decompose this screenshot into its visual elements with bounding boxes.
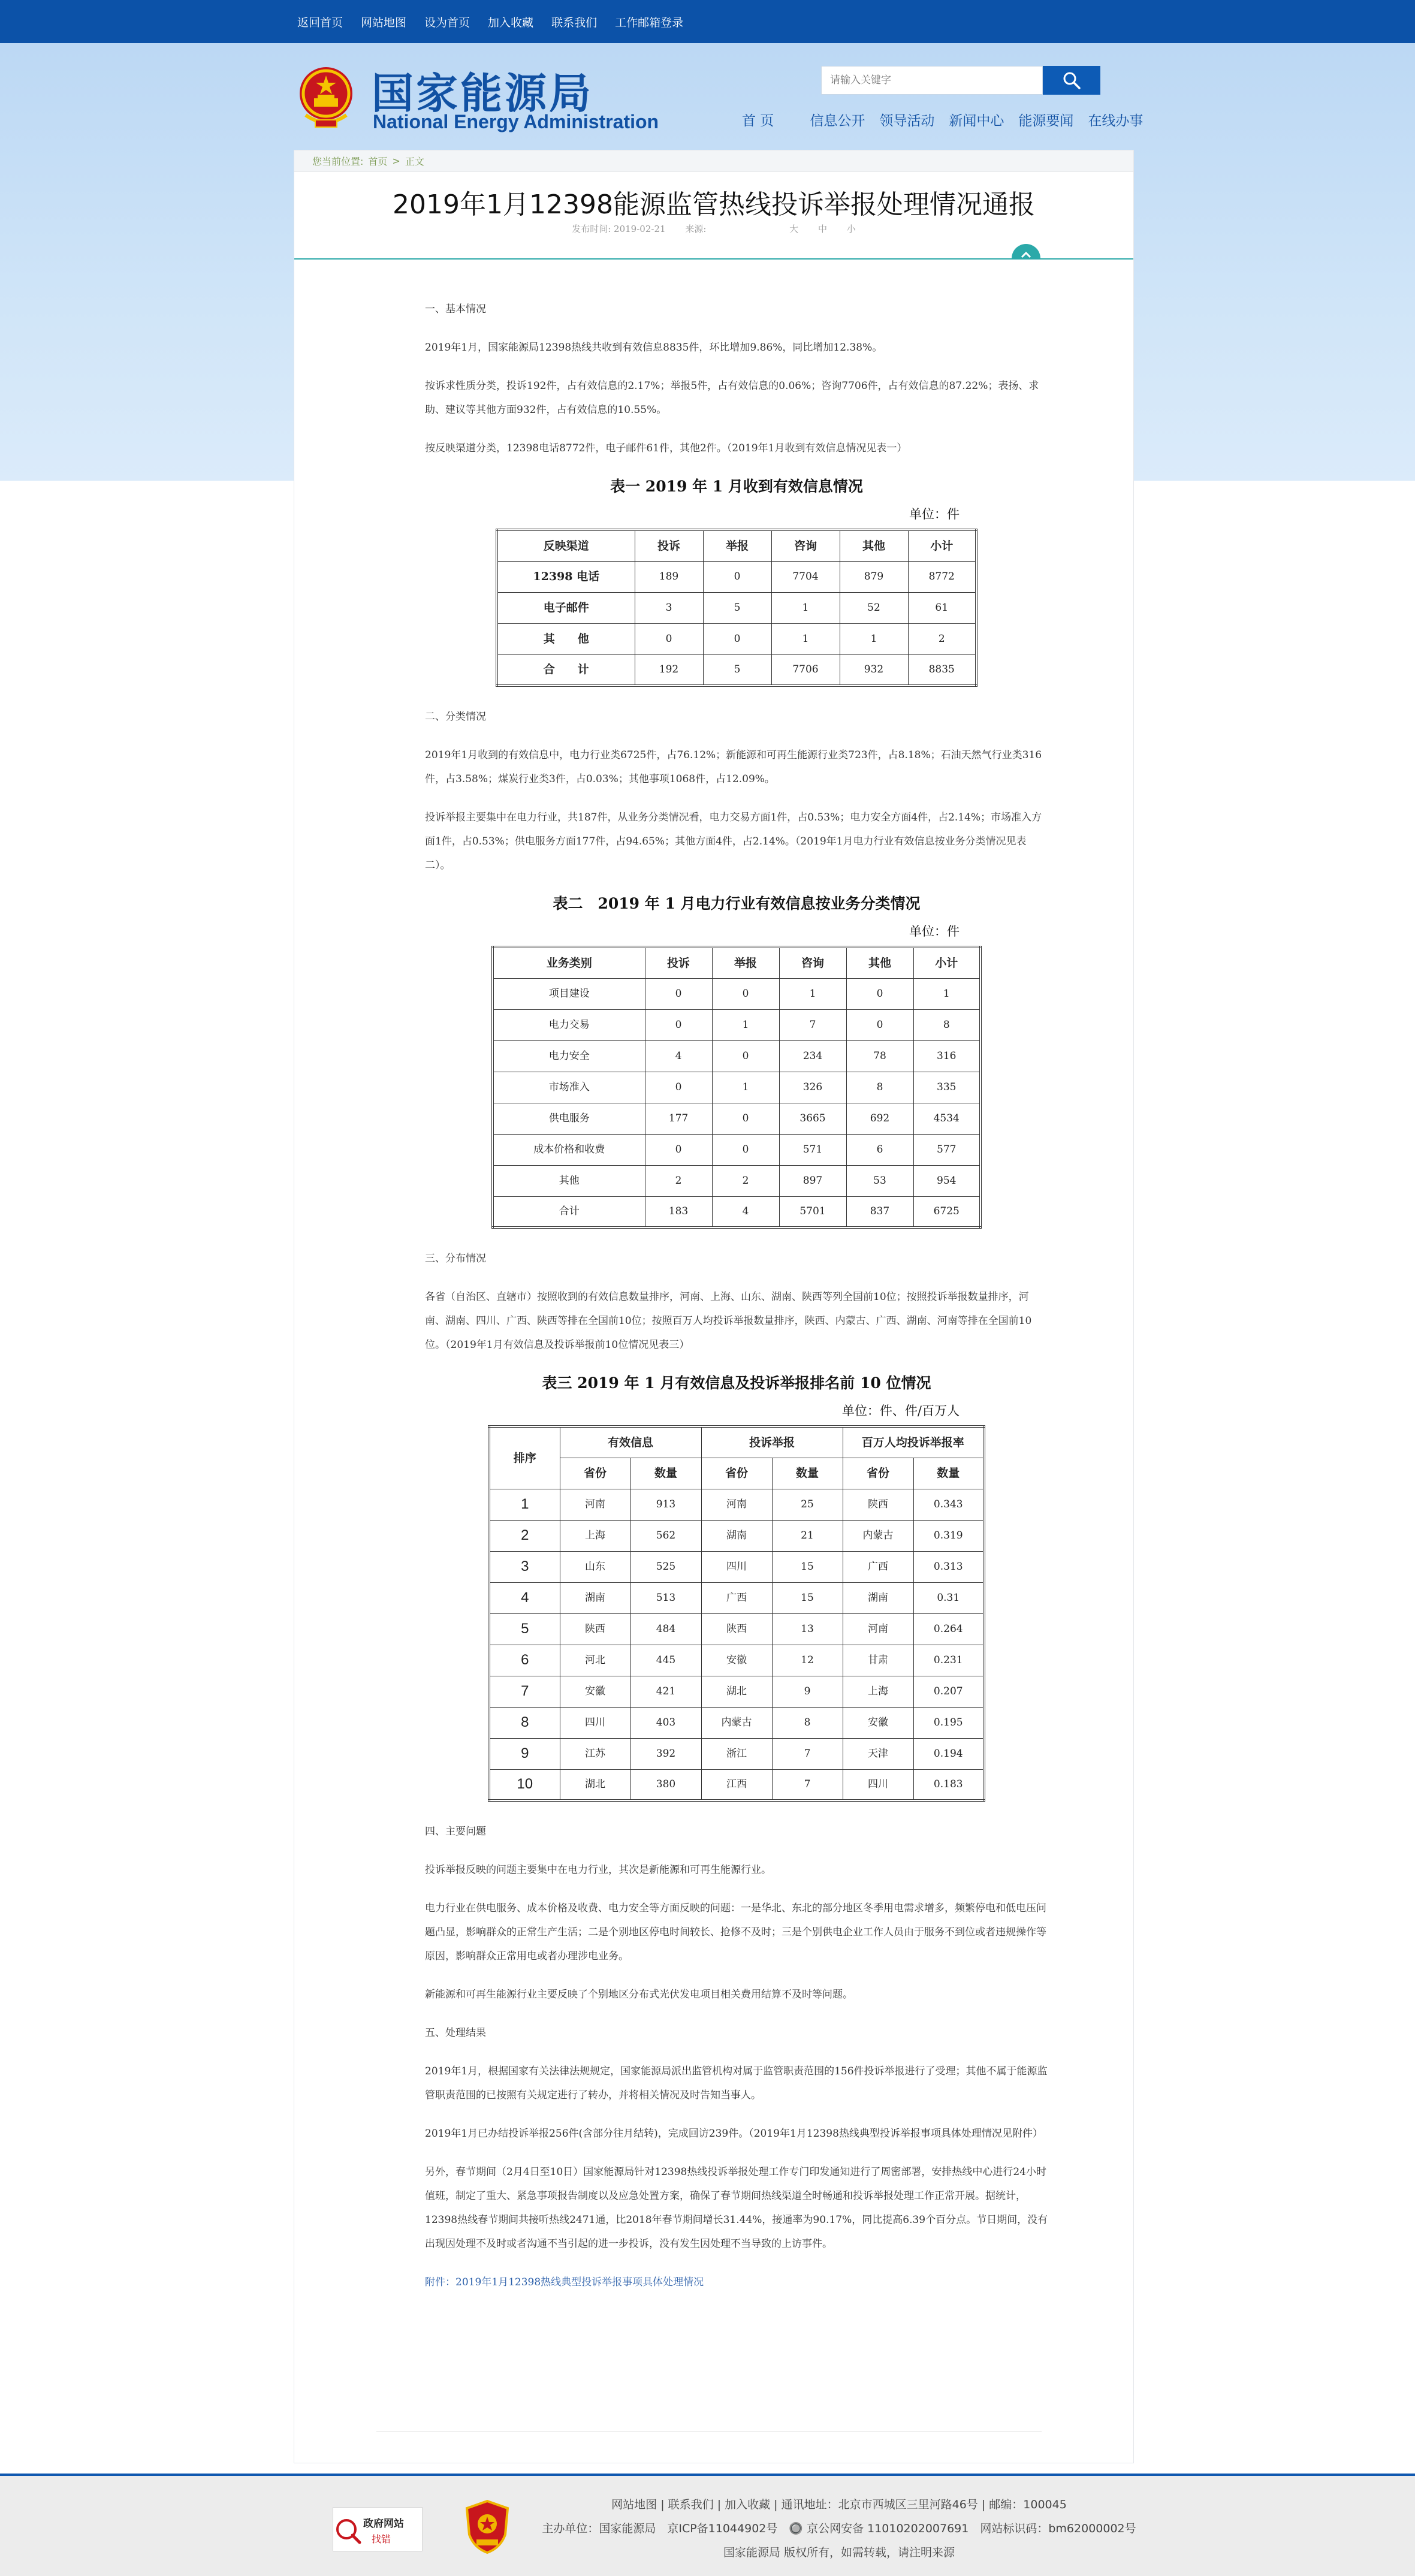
table-cell: 四川 (843, 1769, 913, 1800)
table-cell: 1 (771, 623, 840, 654)
footer-registration-line: 主办单位：国家能源局 京ICP备11044902号 🔘 京公网安备 11010202007691 网站标识码：bm62000002号 (542, 2522, 1136, 2535)
article-meta (294, 222, 1133, 235)
section-heading-distribution: 三、分布情况 (425, 1253, 486, 1265)
table-cell: 0.31 (913, 1582, 984, 1613)
table-cell: 8835 (908, 654, 976, 686)
table-cell: 甘肃 (843, 1645, 913, 1676)
table-cell: 8 (772, 1707, 843, 1738)
table-header-cell: 咨询 (779, 947, 846, 978)
table-cell: 0.343 (913, 1489, 984, 1520)
table3-unit: 单位：件、件/百万人 (841, 1404, 960, 1418)
table-cell: 安徽 (843, 1707, 913, 1738)
table-subheader-row (489, 1458, 984, 1489)
font-size-small[interactable]: 小 (846, 224, 856, 234)
attachment-link[interactable]: 附件：2019年1月12398热线典型投诉举报事项具体处理情况 (425, 2276, 704, 2288)
table-cell: 陕西 (843, 1489, 913, 1520)
table-cell: 954 (913, 1165, 980, 1196)
table-cell: 0 (703, 561, 771, 592)
table-cell: 江苏 (560, 1738, 630, 1769)
table-header-cell: 举报 (712, 947, 779, 978)
search-input[interactable] (822, 67, 1042, 94)
table-cell: 湖南 (560, 1582, 630, 1613)
search-field (821, 66, 1043, 95)
table-cell: 4534 (913, 1103, 980, 1134)
table-header-cell: 省份 (701, 1458, 772, 1489)
table-cell: 陕西 (560, 1613, 630, 1645)
footer-text (539, 2493, 1139, 2565)
table-row (497, 623, 976, 654)
table-cell: 562 (630, 1520, 701, 1551)
table-header-row (493, 947, 980, 978)
table-cell: 8 (489, 1707, 560, 1738)
table-row (489, 1551, 984, 1582)
table-cell: 513 (630, 1582, 701, 1613)
table-cell: 四川 (560, 1707, 630, 1738)
nav-news[interactable]: 新闻中心 (949, 113, 1004, 129)
table-cell: 江西 (701, 1769, 772, 1800)
table-header-cell: 反映渠道 (497, 530, 635, 561)
table-row (493, 1009, 980, 1040)
table-cell: 192 (635, 654, 703, 686)
table-cell: 1 (712, 1009, 779, 1040)
table-cell: 61 (908, 592, 976, 623)
table-header-cell: 数量 (913, 1458, 984, 1489)
table-row (489, 1676, 984, 1707)
table-cell: 0.183 (913, 1769, 984, 1800)
table-row (489, 1645, 984, 1676)
table-cell: 电力交易 (493, 1009, 645, 1040)
table-row (489, 1707, 984, 1738)
link-sitemap[interactable]: 网站地图 (361, 16, 407, 29)
table-cell: 1 (712, 1072, 779, 1103)
breadcrumb-separator: > (392, 155, 400, 167)
table-cell: 15 (772, 1551, 843, 1582)
table-cell: 0.319 (913, 1520, 984, 1551)
table-header-cell: 投诉 (645, 947, 712, 978)
article-body (425, 297, 1048, 2309)
table-cell: 913 (630, 1489, 701, 1520)
article-title: 2019年1月12398能源监管热线投诉举报处理情况通报 (393, 189, 1035, 220)
table-cell: 项目建设 (493, 978, 645, 1009)
table-cell: 7 (772, 1738, 843, 1769)
table-cell: 1 (779, 978, 846, 1009)
table-row (493, 1040, 980, 1072)
table-cell: 4 (645, 1040, 712, 1072)
table-cell: 2 (489, 1520, 560, 1551)
link-contact[interactable]: 联系我们 (551, 16, 598, 29)
table-cell: 0 (635, 623, 703, 654)
table-header-cell: 其他 (846, 947, 913, 978)
table-row (497, 561, 976, 592)
table-cell: 9 (489, 1738, 560, 1769)
table-cell: 837 (846, 1196, 913, 1227)
table-header-cell: 数量 (630, 1458, 701, 1489)
table-cell: 1 (489, 1489, 560, 1520)
table-cell: 合计 (493, 1196, 645, 1227)
table-header-row (497, 530, 976, 561)
publish-time: 发布时间: 2019-02-21 (572, 224, 666, 234)
table-cell: 571 (779, 1134, 846, 1165)
table-cell: 7 (779, 1009, 846, 1040)
table-cell: 0 (846, 1009, 913, 1040)
table-header-cell: 业务类别 (493, 947, 645, 978)
gov-site-error-badge[interactable] (333, 2507, 423, 2551)
table-header-cell: 省份 (843, 1458, 913, 1489)
search-icon (1063, 71, 1081, 89)
paragraph: 2019年1月，根据国家有关法律法规规定，国家能源局派出监管机构对属于监管职责范围的156件投诉举报进行了受理；其他不属于能源监管职责范围的已按照有关规定进行了转办，并将相关情况及时告知当事人。 (425, 2065, 1048, 2101)
footer-copyright-line: 国家能源局 版权所有，如需转载，请注明来源 (723, 2546, 955, 2559)
paragraph: 投诉举报主要集中在电力行业，共187件，从业务分类情况看，电力交易方面1件，占0.53%；电力安全方面4件，占2.14%；市场准入方面1件，占0.53%；供电服务方面177件，占94.65%；其他方面4件，占2.14%。（2019年1月电力行业有效信息按业务分类情况见表二）。 (425, 812, 1042, 871)
table-cell: 692 (846, 1103, 913, 1134)
table-cell: 12398 电话 (497, 561, 635, 592)
section-heading-results: 五、处理结果 (425, 2027, 486, 2039)
table-row (489, 1613, 984, 1645)
table-cell: 0.231 (913, 1645, 984, 1676)
table-cell: 湖南 (701, 1520, 772, 1551)
table-header-cell: 小计 (913, 947, 980, 978)
police-badge-icon[interactable] (464, 2500, 510, 2554)
table-cell: 安徽 (560, 1676, 630, 1707)
paragraph: 新能源和可再生能源行业主要反映了个别地区分布式光伏发电项目相关费用结算不及时等问题。 (425, 1989, 853, 2001)
table-cell: 7 (772, 1769, 843, 1800)
table-cell: 其 他 (497, 623, 635, 654)
top-links (297, 0, 701, 43)
table-cell: 879 (840, 561, 908, 592)
font-size-large[interactable]: 大 (789, 224, 799, 234)
table-cell: 陕西 (701, 1613, 772, 1645)
table-cell: 2 (645, 1165, 712, 1196)
table-cell: 浙江 (701, 1738, 772, 1769)
search-button[interactable] (1043, 66, 1100, 95)
nav-info-public[interactable]: 信息公开 (810, 113, 865, 129)
site-logo-cn[interactable]: 国家能源局 (372, 69, 593, 118)
table-cell: 5 (703, 654, 771, 686)
paragraph: 投诉举报反映的问题主要集中在电力行业，其次是新能源和可再生能源行业。 (425, 1864, 771, 1876)
table-cell: 上海 (560, 1520, 630, 1551)
table-cell: 电力安全 (493, 1040, 645, 1072)
table-cell: 1 (771, 592, 840, 623)
table-cell: 7 (489, 1676, 560, 1707)
table-header-cell: 省份 (560, 1458, 630, 1489)
main-nav (742, 110, 1157, 129)
table-cell: 577 (913, 1134, 980, 1165)
table-row (489, 1738, 984, 1769)
section-heading-classification: 二、分类情况 (425, 711, 486, 723)
breadcrumb (294, 150, 1133, 172)
table-cell: 932 (840, 654, 908, 686)
table3 (488, 1425, 985, 1802)
table-cell: 21 (772, 1520, 843, 1551)
article-source: 来源: (685, 224, 707, 234)
table-cell: 2 (908, 623, 976, 654)
table-row (493, 1165, 980, 1196)
collapse-button[interactable] (1012, 244, 1040, 260)
table-cell: 4 (712, 1196, 779, 1227)
table-header-cell: 举报 (703, 530, 771, 561)
link-add-favorite[interactable]: 加入收藏 (488, 16, 534, 29)
table-cell: 6 (846, 1134, 913, 1165)
table-cell: 445 (630, 1645, 701, 1676)
paragraph: 电力行业在供电服务、成本价格及收费、电力安全等方面反映的问题：一是华北、东北的部分地区冬季用电需求增多，频繁停电和低电压问题凸显，影响群众的正常生产生活；二是个别地区停电时间较长、抢修不及时；三是个别供电企业工作人员由于服务不到位或者违规操作等原因，影响群众正常用电或者办理涉电业务。 (425, 1902, 1046, 1962)
footer (0, 2474, 1415, 2576)
table-cell: 9 (772, 1676, 843, 1707)
table-cell: 8 (913, 1009, 980, 1040)
table-cell: 0 (712, 1103, 779, 1134)
paragraph: 2019年1月收到的有效信息中，电力行业类6725件，占76.12%；新能源和可再生能源行业类723件，占8.18%；石油天然气行业类316件，占3.58%；煤炭行业类3件，占0.03%；其他事项1068件，占12.09%。 (425, 749, 1042, 785)
table-cell: 安徽 (701, 1645, 772, 1676)
table-cell: 电子邮件 (497, 592, 635, 623)
table-cell: 5 (703, 592, 771, 623)
table-cell: 2 (712, 1165, 779, 1196)
table-cell: 0 (645, 1009, 712, 1040)
table-row (493, 1072, 980, 1103)
table-cell: 392 (630, 1738, 701, 1769)
table-header-cell: 投诉举报 (701, 1426, 843, 1458)
table1-title: 表一 2019 年 1 月收到有效信息情况 (610, 478, 863, 495)
breadcrumb-current: 正文 (405, 156, 424, 167)
chevron-up-icon (1021, 251, 1031, 258)
table-cell: 河南 (843, 1613, 913, 1645)
table-cell: 335 (913, 1072, 980, 1103)
table-cell: 234 (779, 1040, 846, 1072)
title-divider (294, 258, 1133, 260)
table-cell: 0 (712, 1134, 779, 1165)
gov-badge-line2: 找错 (372, 2533, 391, 2545)
table-header-cell: 小计 (908, 530, 976, 561)
table-cell: 广西 (701, 1582, 772, 1613)
table-row (489, 1489, 984, 1520)
table-cell: 1 (840, 623, 908, 654)
table-cell: 0.195 (913, 1707, 984, 1738)
table-cell: 0.313 (913, 1551, 984, 1582)
nav-energy-news[interactable]: 能源要闻 (1018, 113, 1074, 129)
table-cell: 3 (635, 592, 703, 623)
table-cell: 421 (630, 1676, 701, 1707)
table-cell: 177 (645, 1103, 712, 1134)
table2-title: 表二 2019 年 1 月电力行业有效信息按业务分类情况 (553, 895, 921, 912)
national-emblem-icon (297, 65, 355, 129)
link-set-homepage[interactable]: 设为首页 (424, 16, 470, 29)
table-cell: 河北 (560, 1645, 630, 1676)
table-cell: 广西 (843, 1551, 913, 1582)
table-cell: 189 (635, 561, 703, 592)
table-cell: 525 (630, 1551, 701, 1582)
table1 (496, 529, 977, 687)
nav-home[interactable]: 首 页 (742, 113, 774, 129)
table-header-row (489, 1426, 984, 1458)
table1-unit: 单位：件 (909, 507, 960, 521)
table-cell: 0 (645, 978, 712, 1009)
table2 (491, 946, 982, 1229)
table-cell: 380 (630, 1769, 701, 1800)
table-cell: 供电服务 (493, 1103, 645, 1134)
table-row (489, 1582, 984, 1613)
table-cell: 3665 (779, 1103, 846, 1134)
table-cell: 4 (489, 1582, 560, 1613)
table-row (493, 1103, 980, 1134)
table-cell: 0.207 (913, 1676, 984, 1707)
paragraph: 按诉求性质分类，投诉192件，占有效信息的2.17%；举报5件，占有效信息的0.06%；咨询7706件，占有效信息的87.22%；表扬、求助、建议等其他方面932件，占有效信息的10.55%。 (425, 380, 1039, 416)
table-cell: 7704 (771, 561, 840, 592)
table-row (497, 592, 976, 623)
table-cell: 四川 (701, 1551, 772, 1582)
table-cell: 市场准入 (493, 1072, 645, 1103)
table-row (493, 978, 980, 1009)
gov-badge-line1: 政府网站 (363, 2518, 404, 2530)
table-cell: 52 (840, 592, 908, 623)
table-cell: 316 (913, 1040, 980, 1072)
table-cell: 5 (489, 1613, 560, 1645)
paragraph: 各省（自治区、直辖市）按照收到的有效信息数量排序，河南、上海、山东、湖南、陕西等列全国前10位；按照投诉举报数量排序，河南、湖南、四川、广西、陕西等排在全国前10位；按照百万人均投诉举报数量排序，陕西、内蒙古、广西、湖南、河南等排在全国前10位。（2019年1月有效信息及投诉举报前10位情况见表三） (425, 1291, 1032, 1351)
table-cell: 0.194 (913, 1738, 984, 1769)
table-cell: 897 (779, 1165, 846, 1196)
paragraph: 另外，春节期间（2月4日至10日）国家能源局针对12398热线投诉举报处理工作专门印发通知进行了周密部署，安排热线中心进行24小时值班，制定了重大、紧急事项报告制度以及应急处置方案，确保了春节期间热线渠道全时畅通和投诉举报处理工作正常开展。据统计，12398热线春节期间共接听热线2471通，比2018年春节期间增长31.44%，接通率为90.17%，同比提高6.39个百分点。节日期间，没有出现因处理不及时或者沟通不当引起的进一步投诉，没有发生因处理不当导致的上访事件。 (425, 2166, 1048, 2250)
table-cell: 0 (645, 1072, 712, 1103)
table-cell: 合 计 (497, 654, 635, 686)
footer-links-line[interactable]: 网站地图 | 联系我们 | 加入收藏 | 通讯地址：北京市西城区三里河路46号 | 邮编：100045 (611, 2498, 1067, 2511)
table-cell: 上海 (843, 1676, 913, 1707)
table-row (497, 654, 976, 686)
table-cell: 5701 (779, 1196, 846, 1227)
table3-title: 表三 2019 年 1 月有效信息及投诉举报排名前 10 位情况 (542, 1374, 931, 1392)
paragraph: 2019年1月，国家能源局12398热线共收到有效信息8835件，环比增加9.86%，同比增加12.38%。 (425, 342, 883, 354)
table-header-cell: 咨询 (771, 530, 840, 561)
table-header-cell: 百万人均投诉举报率 (843, 1426, 984, 1458)
table-cell: 8772 (908, 561, 976, 592)
table-cell: 7706 (771, 654, 840, 686)
table-header-cell: 有效信息 (560, 1426, 701, 1458)
table-cell: 10 (489, 1769, 560, 1800)
table-cell: 湖北 (701, 1676, 772, 1707)
table-cell: 山东 (560, 1551, 630, 1582)
table-cell: 湖南 (843, 1582, 913, 1613)
site-logo-en[interactable]: National Energy Administration (373, 111, 659, 132)
article-card (294, 150, 1134, 2463)
content-end-divider (376, 2431, 1042, 2432)
nav-online-services[interactable]: 在线办事 (1088, 113, 1144, 129)
table-cell: 8 (846, 1072, 913, 1103)
breadcrumb-home[interactable]: 首页 (368, 156, 388, 167)
table-cell: 25 (772, 1489, 843, 1520)
table-row (493, 1134, 980, 1165)
table-cell: 河南 (560, 1489, 630, 1520)
table-cell: 12 (772, 1645, 843, 1676)
paragraph: 按反映渠道分类，12398电话8772件，电子邮件61件，其他2件。（2019年1月收到有效信息情况见表一） (425, 442, 907, 454)
table-cell: 0 (846, 978, 913, 1009)
table2-unit: 单位：件 (909, 924, 960, 939)
table-cell: 其他 (493, 1165, 645, 1196)
table-cell: 15 (772, 1582, 843, 1613)
table-cell: 天津 (843, 1738, 913, 1769)
table-cell: 河南 (701, 1489, 772, 1520)
table-header-cell: 排序 (489, 1426, 560, 1489)
table-cell: 3 (489, 1551, 560, 1582)
table-cell: 326 (779, 1072, 846, 1103)
section-heading-problems: 四、主要问题 (425, 1826, 486, 1838)
table-cell: 78 (846, 1040, 913, 1072)
table-cell: 湖北 (560, 1769, 630, 1800)
table-header-cell: 数量 (772, 1458, 843, 1489)
table-cell: 6 (489, 1645, 560, 1676)
table-cell: 6725 (913, 1196, 980, 1227)
nav-leaders[interactable]: 领导活动 (879, 113, 935, 129)
table-cell: 0 (703, 623, 771, 654)
link-work-mail[interactable]: 工作邮箱登录 (615, 16, 684, 29)
table-cell: 0.264 (913, 1613, 984, 1645)
breadcrumb-label: 您当前位置: (312, 156, 364, 167)
table-cell: 0 (712, 978, 779, 1009)
table-cell: 403 (630, 1707, 701, 1738)
table-cell: 13 (772, 1613, 843, 1645)
table-row (493, 1196, 980, 1227)
table-cell: 成本价格和收费 (493, 1134, 645, 1165)
table-row (489, 1520, 984, 1551)
table-cell: 内蒙古 (701, 1707, 772, 1738)
top-bar (0, 0, 1415, 43)
table-cell: 内蒙古 (843, 1520, 913, 1551)
table-cell: 183 (645, 1196, 712, 1227)
table-cell: 484 (630, 1613, 701, 1645)
font-size-medium[interactable]: 中 (817, 224, 827, 234)
paragraph: 2019年1月已办结投诉举报256件(含部分往月结转)，完成回访239件。（2019年1月12398热线典型投诉举报事项具体处理情况见附件） (425, 2128, 1043, 2140)
table-header-cell: 其他 (840, 530, 908, 561)
table-cell: 1 (913, 978, 980, 1009)
link-home[interactable]: 返回首页 (297, 16, 343, 29)
table-cell: 53 (846, 1165, 913, 1196)
table-header-cell: 投诉 (635, 530, 703, 561)
table-cell: 0 (712, 1040, 779, 1072)
table-row (489, 1769, 984, 1800)
table-cell: 0 (645, 1134, 712, 1165)
section-heading-basic: 一、基本情况 (425, 303, 486, 315)
